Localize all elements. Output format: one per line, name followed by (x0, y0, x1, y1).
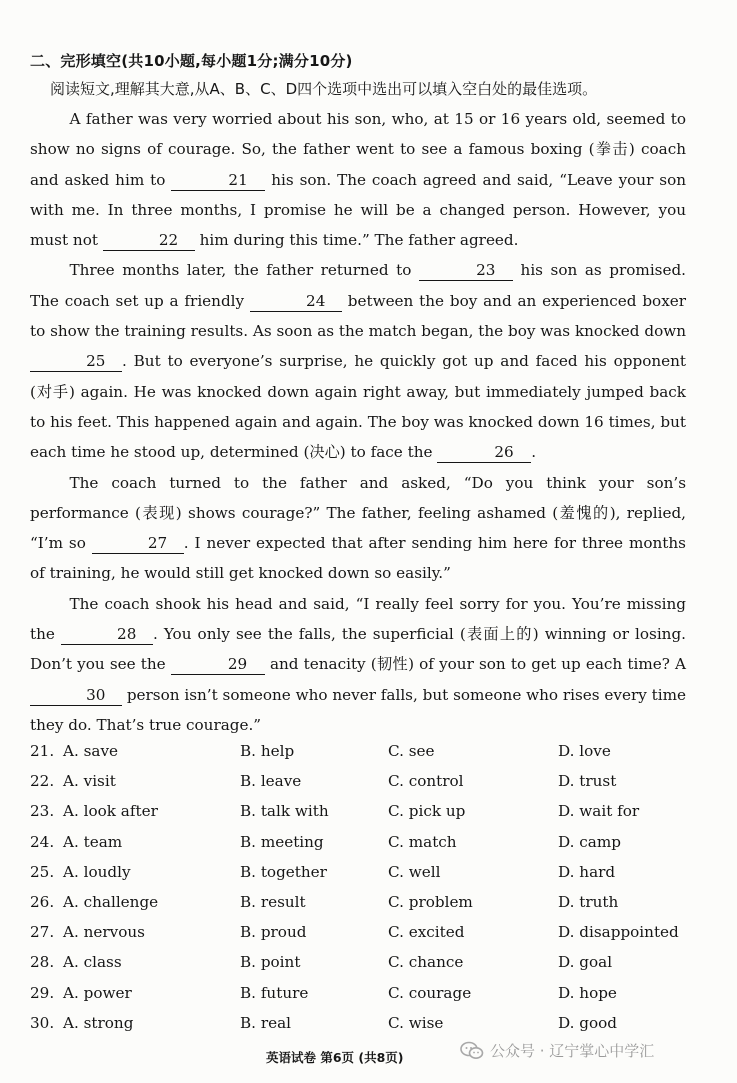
option-b[interactable]: B. leave (240, 772, 302, 791)
question-row (30, 923, 710, 953)
option-d[interactable]: D. hard (558, 862, 616, 881)
option-b[interactable]: B. together (240, 862, 327, 881)
option-c[interactable]: C. excited (388, 923, 465, 942)
watermark-text: 公众号 · 辽宁掌心中学汇 (490, 1042, 655, 1060)
question-number: 30. (30, 1013, 55, 1032)
wechat-watermark (460, 1040, 654, 1061)
blank-26[interactable]: 26 (437, 442, 531, 463)
option-b[interactable]: B. result (240, 892, 306, 911)
option-c[interactable]: C. well (388, 862, 441, 881)
paragraph-4: The coach shook his head and said, “I really feel sorry for you. You’re missing the 28 . You only see the falls, the superficial (表面上的) winning or losing. Don’t you see the 29 and tenacity (韧性) of your son to get up each time? A 30 person isn’t someone who never falls, but someone who rises every time they do. That’s true courage.” (30, 594, 687, 734)
question-row (30, 984, 710, 1014)
option-b[interactable]: B. real (240, 1013, 291, 1032)
paragraph-1: A father was very worried about his son, who, at 15 or 16 years old, seemed to show no signs of courage. So, the father went to see a famous boxing (拳击) coach and asked him to 21 his son. The coach agreed and said, “Leave your son with me. In three months, I promise he will be a changed person. However, you must not 22 him during this time.” The father agreed. (30, 110, 686, 250)
option-a[interactable]: A. power (63, 983, 132, 1002)
option-d[interactable]: D. truth (558, 892, 619, 911)
section-instruction: 阅读短文,理解其大意,从A、B、C、D四个选项中选出可以填入空白处的最佳选项。 (50, 80, 598, 98)
question-row (30, 863, 710, 893)
blank-23[interactable]: 23 (419, 260, 513, 281)
blank-24[interactable]: 24 (250, 291, 342, 312)
question-number: 22. (30, 772, 55, 791)
section-heading: 二、完形填空(共10小题,每小题1分;满分10分) (30, 52, 353, 70)
option-c[interactable]: C. chance (388, 953, 464, 972)
paragraph-3: The coach turned to the father and asked, “Do you think your son’s performance (表现) shows courage?” The father, feeling ashamed (羞愧的), replied, “I’m so 27 . I never expected that after sending him here for three months of training, he would still get knocked down so easily.” (30, 473, 686, 583)
option-d[interactable]: D. love (558, 742, 611, 760)
answer-options (30, 742, 710, 1044)
option-a[interactable]: A. loudly (63, 862, 131, 881)
option-d[interactable]: D. trust (558, 772, 617, 791)
option-b[interactable]: B. future (240, 983, 309, 1002)
blank-21[interactable]: 21 (171, 170, 265, 191)
option-b[interactable]: B. talk with (240, 802, 329, 821)
blank-27[interactable]: 27 (92, 533, 184, 554)
option-a[interactable]: A. class (63, 953, 122, 972)
cloze-passage (30, 104, 686, 740)
option-b[interactable]: B. help (240, 742, 295, 760)
question-row (30, 742, 710, 772)
blank-29[interactable]: 29 (171, 654, 265, 675)
blank-28[interactable]: 28 (61, 624, 153, 645)
question-number: 26. (30, 892, 55, 911)
question-row (30, 833, 710, 863)
option-a[interactable]: A. team (63, 832, 123, 851)
option-c[interactable]: C. control (388, 772, 464, 791)
option-d[interactable]: D. wait for (558, 802, 640, 821)
wechat-icon (460, 1041, 484, 1061)
blank-25[interactable]: 25 (30, 351, 122, 372)
option-c[interactable]: C. match (388, 832, 457, 851)
question-row (30, 893, 710, 923)
option-a[interactable]: A. challenge (63, 892, 159, 911)
option-d[interactable]: D. good (558, 1013, 618, 1032)
question-number: 27. (30, 923, 55, 942)
option-a[interactable]: A. visit (63, 772, 116, 791)
option-d[interactable]: D. camp (558, 832, 621, 851)
option-b[interactable]: B. point (240, 953, 301, 972)
question-row (30, 772, 710, 802)
option-a[interactable]: A. save (63, 742, 119, 760)
option-b[interactable]: B. meeting (240, 832, 324, 851)
option-a[interactable]: A. nervous (63, 923, 145, 942)
blank-22[interactable]: 22 (103, 230, 195, 251)
question-number: 25. (30, 862, 55, 881)
option-a[interactable]: A. strong (63, 1013, 134, 1032)
option-c[interactable]: C. wise (388, 1013, 444, 1032)
question-number: 29. (30, 983, 55, 1002)
option-d[interactable]: D. disappointed (558, 923, 679, 942)
option-c[interactable]: C. courage (388, 983, 472, 1002)
option-c[interactable]: C. pick up (388, 802, 466, 821)
option-d[interactable]: D. goal (558, 953, 613, 972)
option-d[interactable]: D. hope (558, 983, 617, 1002)
question-row (30, 802, 710, 832)
page-footer: 英语试卷 第6页 (共8页) (266, 1050, 404, 1065)
option-b[interactable]: B. proud (240, 923, 307, 942)
option-c[interactable]: C. see (388, 742, 435, 760)
option-a[interactable]: A. look after (63, 802, 158, 821)
question-number: 23. (30, 802, 55, 821)
option-c[interactable]: C. problem (388, 892, 473, 911)
paragraph-2: Three months later, the father returned to 23 his son as promised. The coach set up a friendly 24 between the boy and an experienced boxer to show the training results. As soon as the match began, the boy was knocked down 25 . But to everyone’s surprise, he quickly got up and faced his opponent (对手) again. He was knocked down again right away, but immediately jumped back to his feet. This happened again and again. The boy was knocked down 16 times, but each time he stood up, determined (决心) to face the 26 . (30, 261, 687, 462)
question-number: 21. (30, 742, 55, 760)
blank-30[interactable]: 30 (30, 685, 122, 706)
question-row (30, 953, 710, 983)
question-number: 28. (30, 953, 55, 972)
question-number: 24. (30, 832, 55, 851)
